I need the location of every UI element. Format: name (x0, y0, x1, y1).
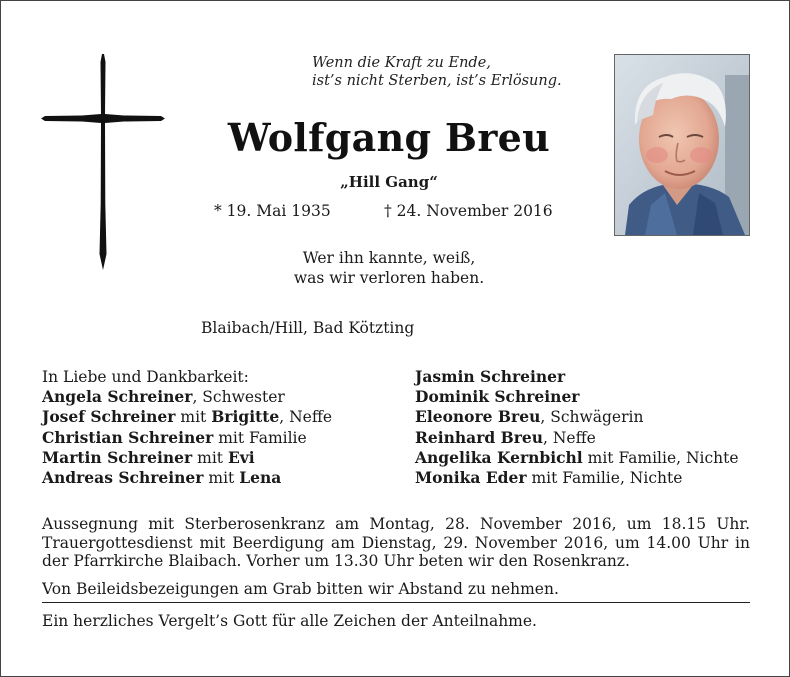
mourner-entry (415, 468, 739, 488)
mourner-relation: , Schwägerin (540, 408, 644, 427)
mourner-partner: Evi (227, 447, 255, 467)
mourner-entry (415, 367, 739, 387)
mourner-name: Jasmin Schreiner (415, 367, 566, 386)
mourners-intro: In Liebe und Dankbarkeit: (42, 368, 249, 386)
mourner-name: Eleonore Breu (415, 407, 541, 427)
mourner-relation: mit Familie, Nichte (582, 448, 739, 467)
mourner-entry (415, 448, 739, 468)
divider (42, 602, 750, 603)
mourner-name: Reinhard Breu (415, 427, 544, 447)
quote-line-2: was wir verloren haben. (293, 269, 485, 287)
mourner-name: Christian Schreiner (42, 427, 214, 447)
mourner-relation: , Neffe (543, 428, 596, 447)
quote-line-1: Wer ihn kannte, weiß, (302, 249, 476, 267)
cross-icon (41, 54, 165, 270)
location: Blaibach/Hill, Bad Kötzting (201, 319, 415, 337)
mourner-relation: mit Familie, Nichte (526, 469, 683, 488)
mourners-left-column (42, 367, 332, 488)
motto (312, 54, 592, 90)
motto-line-2: ist’s nicht Sterben, ist’s Erlösung. (312, 73, 562, 89)
mourner-partner: Lena (239, 468, 282, 488)
mourner-entry (415, 387, 739, 407)
mourner-entry (415, 407, 739, 427)
mourners-right-column (415, 367, 739, 488)
mourner-name: Monika Eder (415, 468, 527, 488)
service-details: Aussegnung mit Sterberosenkranz am Montag, 28. November 2016, um 18.15 Uhr. Trauergottesdienst mit Beerdigung am Dienstag, 29. November 2016, um 14.00 Uhr in der Pfarrkirche Blaibach. Vorher um 13.30 Uhr beten wir den Rosenkranz. (42, 515, 750, 571)
mourner-entry (415, 428, 739, 448)
death-date: † 24. November 2016 (384, 202, 553, 220)
deceased-name: Wolfgang Breu (227, 115, 551, 160)
mourner-relation: , Neffe (279, 408, 333, 427)
mourner-name: Angelika Kernbichl (415, 447, 583, 467)
thanks-note: Ein herzliches Vergelt’s Gott für alle Zeichen der Anteilnahme. (42, 612, 537, 630)
mourner-entry (42, 387, 332, 407)
mourner-partner: Brigitte (211, 407, 280, 427)
mourner-connector: mit (192, 448, 228, 467)
mourner-name: Martin Schreiner (42, 447, 193, 467)
mourner-name: Josef Schreiner (42, 407, 176, 427)
mourner-name: Andreas Schreiner (42, 468, 204, 488)
condolence-note: Von Beileidsbezeigungen am Grab bitten wir Abstand zu nehmen. (42, 580, 559, 598)
deceased-nickname: „Hill Gang“ (340, 173, 438, 191)
mourner-name: Dominik Schreiner (415, 387, 580, 407)
mourner-entry (42, 468, 332, 488)
birth-date: * 19. Mai 1935 (214, 202, 331, 220)
mourner-entry (42, 428, 332, 448)
mourner-connector: mit (203, 469, 240, 488)
portrait-photo (614, 54, 750, 236)
mourner-entry (42, 407, 332, 427)
mourner-connector: mit (175, 408, 212, 427)
mourner-name: Angela Schreiner (42, 387, 193, 407)
memorial-quote (201, 248, 577, 288)
mourner-relation: , Schwester (192, 388, 285, 407)
motto-line-1: Wenn die Kraft zu Ende, (312, 55, 491, 71)
mourner-entry (42, 448, 332, 468)
mourner-relation: mit Familie (213, 428, 307, 447)
